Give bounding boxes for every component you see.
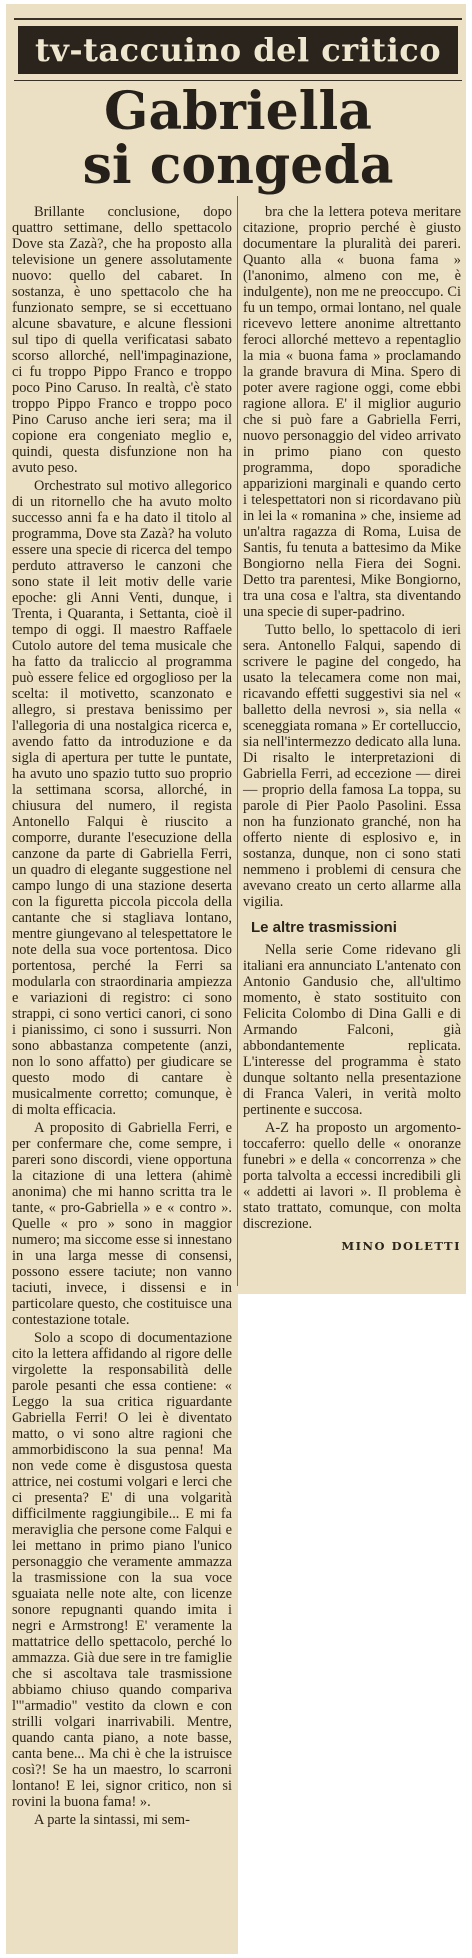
headline-line-1: Gabriella <box>104 81 372 142</box>
left-column <box>12 204 232 1828</box>
headline-line-2: si congeda <box>82 135 394 196</box>
paragraph: Tutto bello, lo spettacolo di ieri sera. Antonello Falqui, sapendo di scrivere le pagine del congedo, ha usato la telecamera come non mai, ricavando effetti suggestivi sia nel « balletto della nevrosi », sia nella « sceneggiata romana » Er cortelluccio, sia nell'intermezzo dedicato alla luna. Di risalto le interpretazioni di Gabriella Ferri, ad eccezione — direi — proprio della famosa La toppa, su parole di Pier Paolo Pasolini. Essa non ha funzionato granché, non ha offerto niente di esplosivo e, in sostanza, dunque, non ci sono stati nemmeno i problemi di censura che avevano creato un certo allarme alla vigilia. <box>243 622 461 910</box>
paragraph: bra che la lettera poteva meritare citazione, proprio perché è giusto documentare la pluralità dei pareri. Quanto alla « buona fama » (l'anonimo, almeno con me, è indulgente), non me ne preoccupo. Ci fu un tempo, ormai lontano, nel quale ricevevo lettere anonime altrettanto feroci allorché mettevo a repentaglio la mia « buona fama » proclamando la grande bravura di Mina. Spero di poter avere ragione oggi, come ebbi ragione allora. E' il miglior augurio che si può fare a Gabriella Ferri, nuovo personaggio del video arrivato in primo piano con questo programma, dopo sporadiche apparizioni marginali e quando certo i telespettatori non si ricordavano più in lei la « romanina » che, insieme ad un'altra ragazza di Roma, Luisa de Santis, fu tenuta a battesimo da Mike Bongiorno nella Fiera dei Sogni. Detto tra parentesi, Mike Bongiorno, tra una cosa e l'altra, sta diventando una specie di super-padrino. <box>243 204 461 620</box>
top-rule <box>14 18 462 20</box>
right-column <box>243 204 461 1254</box>
paragraph: A proposito di Gabriella Ferri, e per confermare che, come sempre, i pareri sono discordi, viene opportuna la citazione di una lettera (ahimè anonima) che mi hanno scritta tra le tante, « pro-Gabriella » e « contro ». Quelle « pro » sono in maggior numero; ma siccome esse si innestano in una larga messe di consensi, possono essere taciute; non vanno taciuti, invece, i dissensi e in particolare questo, che costituisce una contestazione totale. <box>12 1120 232 1328</box>
author-signature: MINO DOLETTI <box>341 1239 461 1253</box>
paragraph: A-Z ha proposto un argomento-toccaferro: quello delle « onoranze funebri » e della « concorrenza » che porta talvolta a eccessi incredibili gli « addetti ai lavori ». Il problema è stato trattato, comunque, con molta discrezione. <box>243 1120 461 1232</box>
section-subhead: Le altre trasmissioni <box>251 919 397 936</box>
paragraph: Nella serie Come ridevano gli italiani era annunciato L'antenato con Antonio Gandusio che, all'ultimo momento, è stato sostituito con Felicita Colombo di Dina Galli e di Armando Falconi, già abbondantemente replicata. L'interesse del programma è stato dunque soltanto nella presentazione di Franca Valeri, in verità molto pertinente e succosa. <box>243 942 461 1118</box>
paragraph: A parte la sintassi, mi sem- <box>34 1812 190 1828</box>
kicker-banner: tv-taccuino del critico <box>18 26 458 74</box>
paragraph: Orchestrato sul motivo allegorico di un ritornello che ha avuto molto successo anni fa e ha dato il titolo al programma, Dove sta Zazà? ha voluto essere una specie di ricerca del tempo perduto attraverso le canzoni che sono state il leit motiv delle varie epoche: gli Anni Venti, dunque, i Trenta, i Quaranta, i Settanta, cioè il tempo di oggi. Il maestro Raffaele Cutolo autore del tema musicale che ha fatto da traliccio al programma può essere felice ed orgoglioso per la scelta: il motivetto, scanzonato e allegro, si prestava benissimo per l'allegoria di una nostalgica ricerca e, avendo fatto da introduzione e da sigla di apertura per tutte le puntate, ha avuto uno spazio tutto suo proprio la settimana scorsa, allorché, in chiusura del numero, il regista Antonello Falqui è riuscito a comporre, durante l'esecuzione della canzone da parte di Gabriella Ferri, un quadro di elegante suggestione nel campo lungo di una stazione deserta con la figuretta piccola piccola della cantante che si stagliava lontano, mentre giungevano al telespettatore le note della sua voce portentosa. Dico portentosa, perché la Ferri sa modularla con straordinaria ampiezza e variazioni di registro: ci sono strappi, ci sono vertici canori, ci sono i pianissimo, ci sono i sussurri. Non sono abbastanza competente (anzi, non lo sono affatto) per giudicare se questo modo di cantare è musicalmente corretto; comunque, è di molta efficacia. <box>12 478 232 1118</box>
paragraph: Solo a scopo di documentazione cito la lettera affidando al rigore delle virgolette la responsabilità delle parole pesanti che essa contiene: « Leggo la sua critica riguardante Gabriella Ferri! O lei è diventato matto, o vi sono altre ragioni che ammorbidiscono la sua penna! Ma non vede come è disgustosa questa attrice, nei costumi volgari e lerci che ci presenta? E' di una volgarità difficilmente raggiungibile... E mi fa meraviglia che persone come Falqui e lei mettano in primo piano l'unico personaggio che veramente ammazza la trasmissione con la sua voce sguaiata nelle note alte, con licenze sonore repugnanti quando imita i negri e Armstrong! E' veramente la mattatrice dello spettacolo, perché lo ammazza. Già due sere in tre famiglie che si ascoltava tale trasmissione abbiamo chiuso quando compariva l'"armadio" vestito da clown e con strilli volgari inarrivabili. Mentre, quando canta piano, a note basse, canta bene... Ma chi è che la istruisce così?! Se ha un maestro, lo scarroni lontano! E lei, signor critico, non si rovini la buona fama! ». <box>12 1330 232 1810</box>
column-divider <box>237 196 238 1286</box>
paragraph: Brillante conclusione, dopo quattro settimane, dello spettacolo Dove sta Zazà?, che ha proposto alla televisione un genere assolutamente nuovo: quello del cabaret. In sostanza, è uno spettacolo che ha funzionato sempre, se si eccettuano alcune sbavature, e alcune flessioni sul tipo di quella verificatasi sabato scorso allorché, nell'impaginazione, ci fu troppo Pippo Franco e troppo poco Pino Caruso. In realtà, c'è stato troppo Pippo Franco e troppo poco Pino Caruso anche ieri sera; ma il copione era congeniato meglio e, quindi, questa disfunzione non ha avuto peso. <box>12 204 232 476</box>
